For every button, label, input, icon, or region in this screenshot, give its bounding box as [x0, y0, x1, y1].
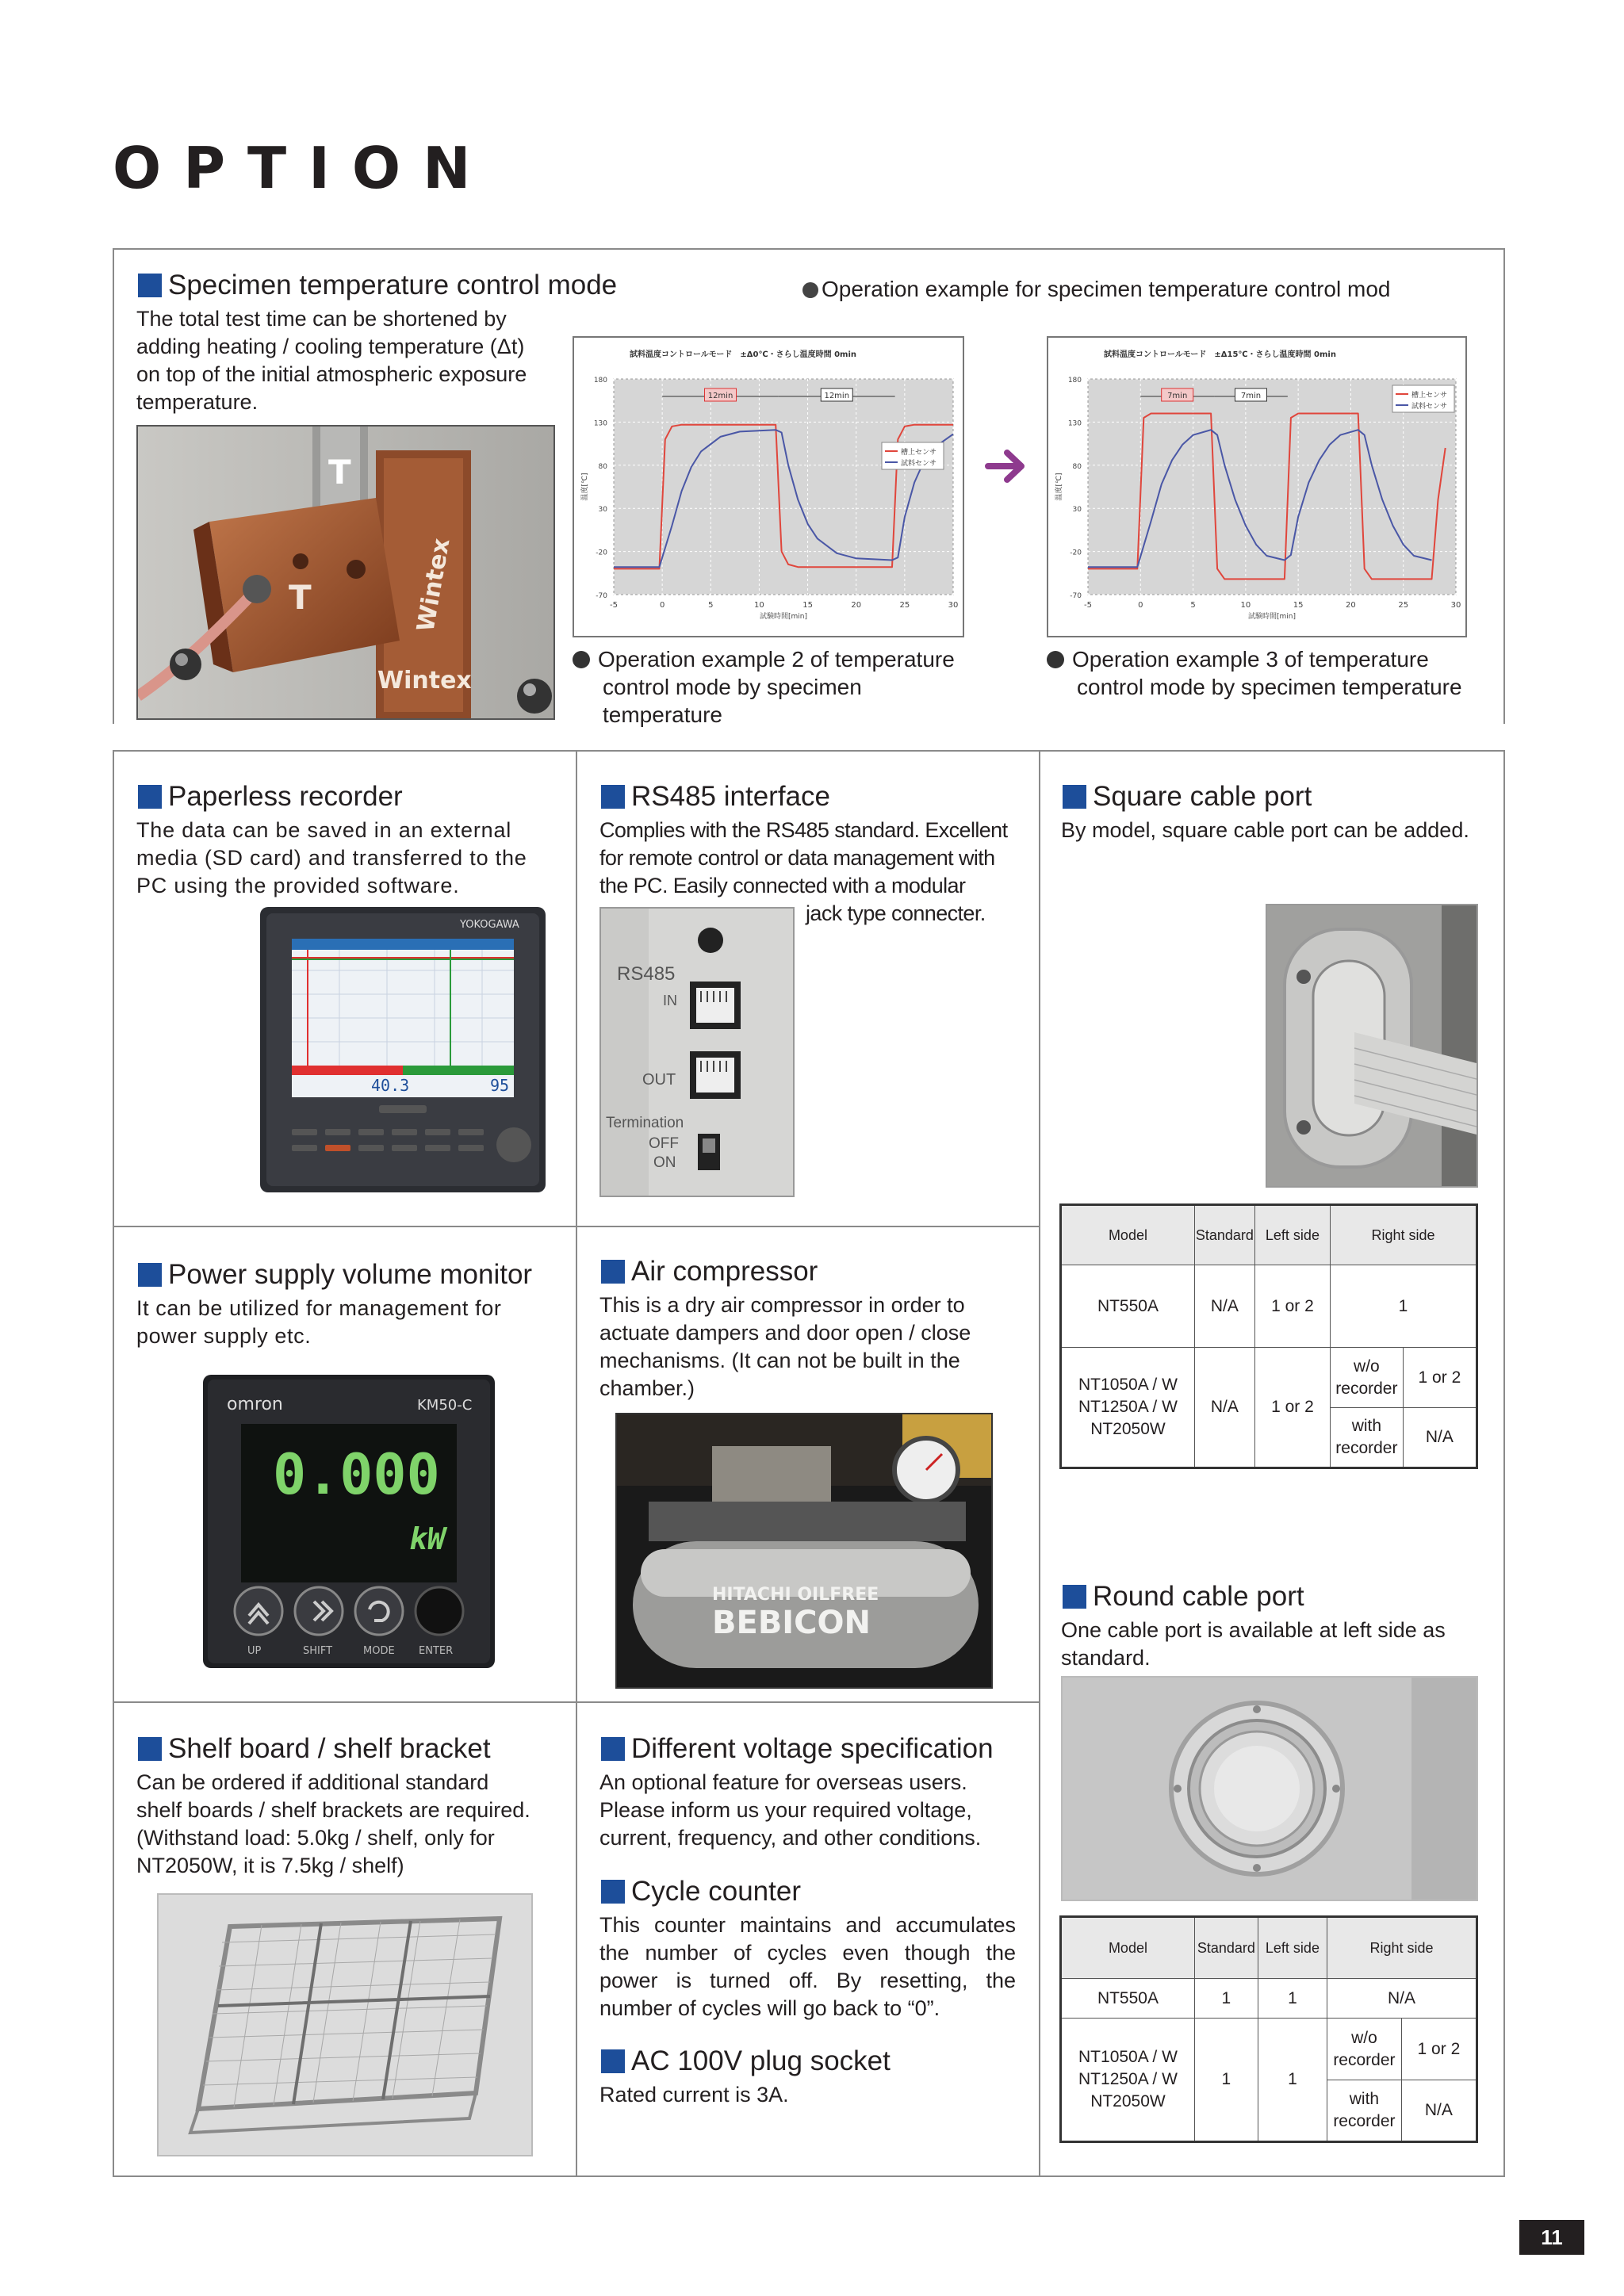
- bullet-icon: [1047, 651, 1064, 668]
- svg-text:95: 95: [490, 1076, 510, 1095]
- svg-text:ENTER: ENTER: [419, 1645, 454, 1657]
- y-tick-label: 30: [1072, 506, 1082, 515]
- x-tick-label: 20: [1346, 601, 1356, 610]
- specimen-example-title: Operation example for specimen temperature control mod: [802, 275, 1390, 303]
- heading-square-icon: [138, 1737, 162, 1761]
- shelf-heading: Shelf board / shelf bracket: [138, 1733, 491, 1765]
- caption-example-3: Operation example 3 of temperature control mode by specimen temperature: [1047, 645, 1475, 701]
- power-monitor-heading: Power supply volume monitor: [138, 1259, 532, 1291]
- svg-text:0.000: 0.000: [273, 1442, 440, 1507]
- svg-text:RS485: RS485: [617, 963, 676, 985]
- x-tick-label: 30: [948, 601, 959, 610]
- square-port-heading: Square cable port: [1063, 781, 1312, 813]
- thermocouple-photo: [136, 425, 555, 720]
- rs485-body: Complies with the RS485 standard. Excellent for remote control or data management with the PC. Easily connected with a modular jack type connecter.: [599, 818, 1008, 925]
- grid-divider: [576, 750, 577, 2177]
- svg-text:YOKOGAWA: YOKOGAWA: [460, 919, 519, 931]
- legend-label: 試料センサ: [901, 460, 937, 468]
- legend-label: 試料センサ: [1411, 403, 1448, 411]
- y-tick-label: 80: [1072, 462, 1082, 471]
- x-tick-label: -5: [1084, 601, 1092, 610]
- chart-example-3-svg: [1048, 338, 1465, 636]
- page-title: OPTION: [113, 135, 493, 201]
- x-tick-label: 0: [659, 601, 665, 610]
- svg-text:Termination: Termination: [606, 1115, 684, 1131]
- svg-text:40.3: 40.3: [371, 1076, 410, 1095]
- svg-text:omron: omron: [227, 1395, 283, 1414]
- svg-text:BEBICON: BEBICON: [712, 1605, 871, 1641]
- svg-text:KM50-C: KM50-C: [417, 1397, 473, 1414]
- x-tick-label: 5: [1190, 601, 1196, 610]
- annotation-label: 7min: [1240, 392, 1262, 400]
- x-tick-label: 20: [851, 601, 862, 610]
- air-compressor-heading: Air compressor: [601, 1256, 818, 1288]
- svg-text:Wintex: Wintex: [412, 536, 456, 634]
- air-compressor-photo: [615, 1413, 993, 1689]
- grid-divider: [113, 1701, 1039, 1703]
- chart-title: 試料温度コントロールモード ±Δ15℃・さらし温度時間 0min: [1104, 350, 1336, 359]
- annotation-label: 12min: [824, 392, 850, 400]
- x-tick-label: 0: [1138, 601, 1143, 610]
- square-port-table: Model Standard Left side Right side NT550A N/A 1 or 2 1 NT1050A / W NT1250A / W NT2050W N/A 1 or 2 w/o recorder 1 or 2 with recorder N/A: [1059, 1203, 1478, 1469]
- x-tick-label: 25: [1398, 601, 1409, 610]
- y-tick-label: -70: [1070, 592, 1082, 600]
- chart-example-2-svg: [574, 338, 963, 636]
- specimen-heading: Specimen temperature control mode: [138, 270, 617, 301]
- y-tick-label: -70: [596, 592, 607, 600]
- round-port-table: Model Standard Left side Right side NT550A 1 1 N/A NT1050A / W NT1250A / W NT2050W 1 1 w/o recorder 1 or 2 with recorder N/A: [1059, 1915, 1478, 2143]
- power-monitor-photo: [203, 1375, 495, 1668]
- round-port-heading: Round cable port: [1063, 1581, 1304, 1613]
- heading-square-icon: [138, 785, 162, 809]
- y-axis-label: 温度[℃]: [1055, 473, 1063, 501]
- heading-square-icon: [1063, 785, 1086, 809]
- svg-text:OFF: OFF: [649, 1135, 679, 1152]
- bullet-icon: [573, 651, 590, 668]
- heading-square-icon: [601, 1260, 625, 1284]
- svg-text:ON: ON: [653, 1154, 676, 1171]
- chart-example-2: [573, 336, 964, 637]
- svg-text:HITACHI OILFREE: HITACHI OILFREE: [712, 1585, 879, 1605]
- x-tick-label: 10: [1240, 601, 1251, 610]
- air-compressor-body: This is a dry air compressor in order to actuate dampers and door open / close mechanisms. (It can not be built in the chamber.): [599, 1293, 971, 1400]
- bullet-icon: [802, 282, 818, 298]
- svg-text:Wintex: Wintex: [377, 667, 472, 695]
- ac-socket-heading: AC 100V plug socket: [601, 2045, 891, 2077]
- y-axis-label: 温度[℃]: [581, 473, 589, 501]
- heading-square-icon: [1063, 1585, 1086, 1609]
- svg-text:UP: UP: [247, 1645, 262, 1657]
- svg-text:kW: kW: [409, 1521, 446, 1556]
- y-tick-label: 80: [598, 462, 607, 471]
- chart-title: 試料温度コントロールモード ±Δ0℃・さらし温度時間 0min: [630, 350, 856, 359]
- caption-example-2: Operation example 2 of temperature control mode by specimen temperature: [573, 645, 985, 729]
- paperless-recorder-photo: [260, 907, 546, 1192]
- chart-example-3: [1047, 336, 1467, 637]
- square-port-body: By model, square cable port can be added.: [1061, 818, 1469, 842]
- annotation-label: 7min: [1167, 392, 1188, 400]
- round-port-photo: [1061, 1676, 1478, 1901]
- svg-text:SHIFT: SHIFT: [303, 1645, 333, 1657]
- svg-text:T: T: [289, 578, 312, 617]
- x-tick-label: -5: [610, 601, 618, 610]
- square-port-photo: [1266, 904, 1478, 1188]
- paperless-body: The data can be saved in an external media (SD card) and transferred to the PC using the provided software.: [136, 818, 527, 897]
- grid-divider: [113, 1226, 1039, 1227]
- svg-text:MODE: MODE: [363, 1645, 395, 1657]
- y-tick-label: 130: [1067, 419, 1082, 428]
- x-tick-label: 25: [899, 601, 910, 610]
- y-tick-label: 180: [1067, 377, 1082, 385]
- rs485-photo: [599, 907, 795, 1197]
- heading-square-icon: [601, 785, 625, 809]
- x-tick-label: 15: [1293, 601, 1304, 610]
- legend-label: 槽上センサ: [901, 449, 937, 457]
- svg-text:IN: IN: [663, 993, 677, 1008]
- paperless-heading: Paperless recorder: [138, 781, 403, 813]
- block-letter: T: [328, 453, 351, 492]
- y-tick-label: -20: [596, 549, 607, 557]
- y-tick-label: -20: [1070, 549, 1082, 557]
- y-tick-label: 180: [593, 377, 607, 385]
- ac-socket-body: Rated current is 3A.: [599, 2083, 789, 2107]
- power-monitor-body: It can be utilized for management for power supply etc.: [136, 1296, 502, 1348]
- heading-square-icon: [601, 1737, 625, 1761]
- rs485-heading: RS485 interface: [601, 781, 830, 813]
- x-tick-label: 30: [1450, 601, 1461, 610]
- arrow-icon: [983, 446, 1029, 490]
- shelf-photo: [157, 1893, 533, 2156]
- plot-area: [614, 379, 953, 595]
- cycle-counter-heading: Cycle counter: [601, 1876, 801, 1908]
- x-axis-label: 試験時間[min]: [1248, 613, 1296, 621]
- y-tick-label: 30: [598, 506, 607, 515]
- grid-divider: [1039, 750, 1040, 2177]
- specimen-body: The total test time can be shortened by adding heating / cooling temperature (Δt) on top of the initial atmospheric exposure temperature.: [136, 307, 527, 414]
- heading-square-icon: [601, 1880, 625, 1904]
- round-port-body: One cable port is available at left side as standard.: [1061, 1618, 1446, 1670]
- x-axis-label: 試験時間[min]: [760, 613, 807, 621]
- page-number: 11: [1519, 2220, 1584, 2255]
- heading-square-icon: [138, 274, 162, 297]
- shelf-body: Can be ordered if additional standard shelf boards / shelf brackets are required. (Withstand load: 5.0kg / shelf, only for NT2050W, it is 7.5kg / shelf): [136, 1770, 530, 1877]
- heading-square-icon: [138, 1263, 162, 1287]
- heading-square-icon: [601, 2049, 625, 2073]
- y-tick-label: 130: [593, 419, 607, 428]
- voltage-heading: Different voltage specification: [601, 1733, 994, 1765]
- x-tick-label: 15: [802, 601, 813, 610]
- legend-label: 槽上センサ: [1411, 392, 1448, 400]
- x-tick-label: 10: [754, 601, 764, 610]
- voltage-body: An optional feature for overseas users. Please inform us your required voltage, current, frequency, and other conditions.: [599, 1770, 982, 1850]
- annotation-label: 12min: [707, 392, 733, 400]
- x-tick-label: 5: [708, 601, 714, 610]
- svg-text:OUT: OUT: [642, 1071, 676, 1089]
- cycle-counter-body: This counter maintains and accumulates the number of cycles even though the power is turned off. By resetting, the number of cycles will go back to “0”.: [599, 1913, 1016, 2020]
